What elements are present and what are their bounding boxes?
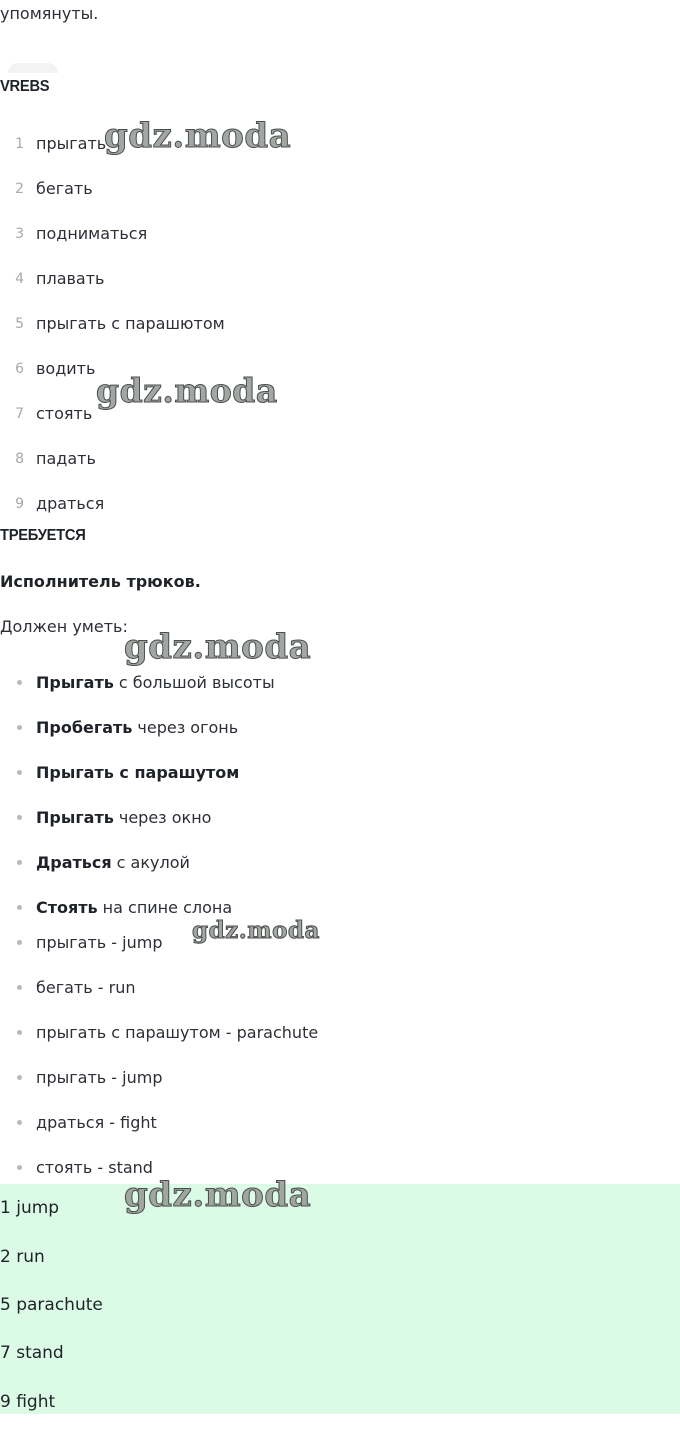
- list-item: 8 падать: [15, 449, 96, 468]
- answer-box: [0, 1184, 680, 1414]
- bullet-icon: [17, 725, 22, 730]
- answer-item: 2 run: [0, 1246, 45, 1267]
- bullet-icon: [17, 680, 22, 685]
- watermark-logo: gdz.moda: [192, 917, 320, 944]
- list-item: Стоять на спине слона: [0, 885, 275, 930]
- list-item: 5 прыгать с парашютом: [15, 314, 225, 333]
- list-item: Прыгать через окно: [0, 795, 275, 840]
- verbs-list: [0, 121, 225, 526]
- translations-list: [0, 920, 318, 1190]
- answer-item: 7 stand: [0, 1343, 64, 1364]
- list-item: прыгать с парашутом - parachute: [0, 1010, 318, 1055]
- list-item: стоять - stand: [0, 1145, 318, 1190]
- list-item: драться - fight: [0, 1100, 318, 1145]
- bullet-icon: [17, 815, 22, 820]
- skills-list: [0, 660, 275, 930]
- bullet-icon: [17, 905, 22, 910]
- answer-item: 5 parachute: [0, 1294, 103, 1315]
- list-item: 9 драться: [15, 494, 105, 513]
- bullet-icon: [17, 770, 22, 775]
- list-item: Прыгать с большой высоты: [0, 660, 275, 705]
- ad-title: Исполнитель трюков.: [0, 572, 201, 591]
- list-item: Драться с акулой: [0, 840, 275, 885]
- intro-text: упомянуты.: [0, 4, 99, 23]
- bullet-icon: [17, 860, 22, 865]
- list-item: 1 прыгать: [15, 134, 107, 153]
- ad-heading: ТРЕБУЕТСЯ: [0, 527, 86, 544]
- list-item: бегать - run: [0, 965, 318, 1010]
- tab-decoration: [8, 63, 58, 73]
- answer-item: 9 fight: [0, 1391, 56, 1412]
- watermark-logo: gdz.moda: [124, 627, 312, 667]
- bullet-icon: [17, 940, 22, 945]
- list-item: Пробегать через огонь: [0, 705, 275, 750]
- list-item: Прыгать с парашутом: [0, 750, 275, 795]
- bullet-icon: [17, 1030, 22, 1035]
- bullet-icon: [17, 1075, 22, 1080]
- watermark-logo: gdz.moda: [124, 1175, 312, 1215]
- answers-list: [0, 1184, 680, 1426]
- bullet-icon: [17, 985, 22, 990]
- list-item: 6 водить: [15, 359, 96, 378]
- watermark-logo: gdz.moda: [104, 116, 292, 156]
- answer-item: 1 jump: [0, 1198, 60, 1219]
- list-item: 4 плавать: [15, 269, 105, 288]
- list-item: прыгать - jump: [0, 920, 318, 965]
- list-item: 2 бегать: [15, 179, 93, 198]
- list-item: 7 стоять: [15, 404, 93, 423]
- bullet-icon: [17, 1165, 22, 1170]
- list-item: 3 подниматься: [15, 224, 148, 243]
- list-item: прыгать - jump: [0, 1055, 318, 1100]
- verbs-heading: VREBS: [0, 78, 50, 95]
- watermark-logo: gdz.moda: [96, 371, 278, 410]
- bullet-icon: [17, 1120, 22, 1125]
- ad-subtitle: Должен уметь:: [0, 617, 128, 636]
